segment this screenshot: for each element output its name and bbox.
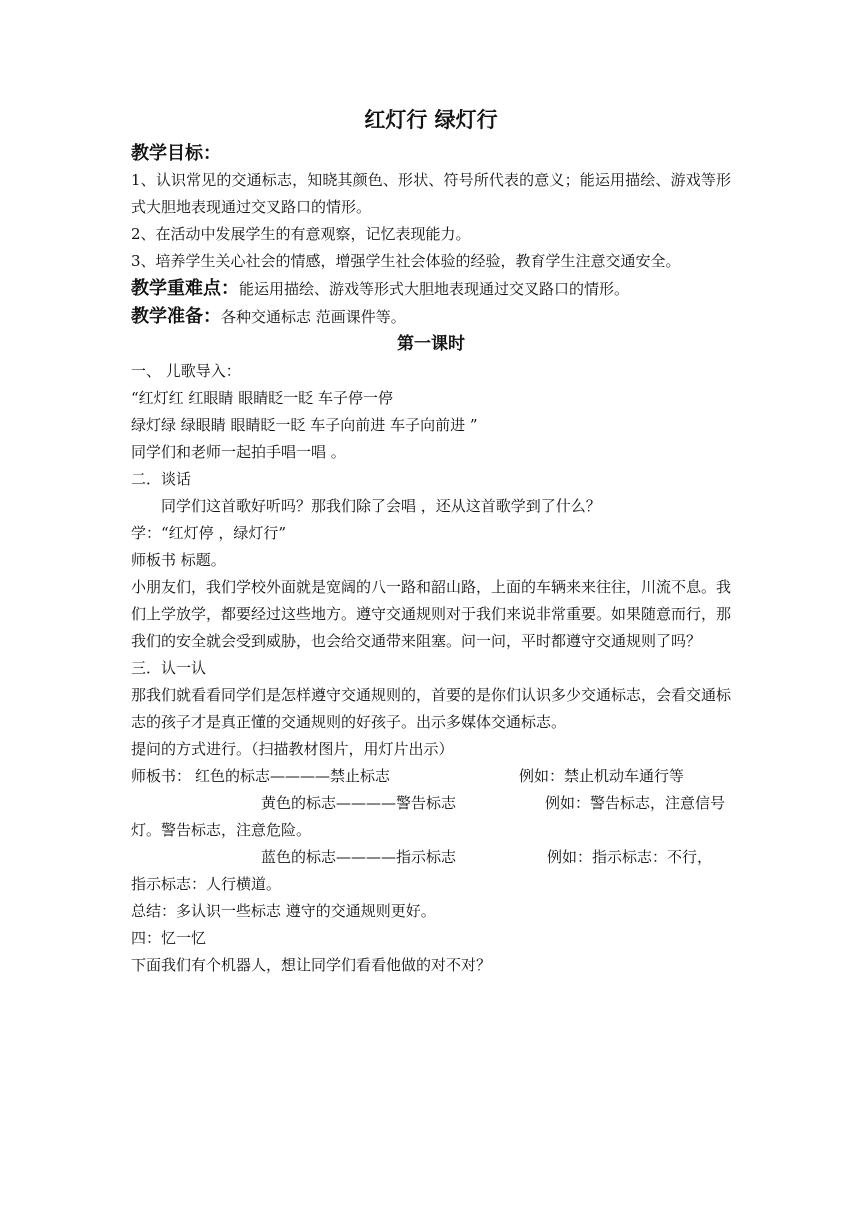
talk-paragraph: 小朋友们，我们学校外面就是宽阔的八一路和韶山路，上面的车辆来来往往，川流不息。我们上学放学，都要经过这些地方。遵守交通规则对于我们来说非常重要。如果随意而行，那我们的安全就会受到威胁，也会给交通带来阻塞。问一问，平时都遵守交通规则了吗？ [131,578,732,650]
goal-item: 1、认识常见的交通标志，知晓其颜色、形状、符号所代表的意义；能运用描绘、游戏等形式大胆地表现通过交叉路口的情形。 [131,171,731,216]
song-line: “红灯红 红眼睛 眼睛眨一眨 车子停一停 [131,389,393,407]
teacher-question: 同学们这首歌好听吗？那我们除了会唱 ，还从这首歌学到了什么？ [161,497,601,515]
yellow-example: 例如：警告标志，注意信号 [545,794,726,812]
prep-line [131,303,731,331]
difficulty-line [131,275,731,303]
goal-item: 2、在活动中发展学生的有意观察，记忆表现能力。 [131,225,471,243]
sign-row-red [131,763,731,790]
section-4-heading: 四：忆一忆 [131,929,207,947]
yellow-sign: 黄色的标志————警告标志 [261,794,457,812]
document-body [131,100,731,979]
difficulty-text: 能运用描绘、游戏等形式大胆地表现通过交叉路口的情形。 [239,280,630,298]
blue-example: 例如：指示标志：不行， [547,848,713,866]
section-4-text: 下面我们有个机器人，想让同学们看看他做的对不对？ [131,956,492,974]
recognize-paragraph: 那我们就看看同学们是怎样遵守交通规则的，首要的是你们认识多少交通标志，会看交通标志的孩子才是真正懂的交通规则的好孩子。出示多媒体交通标志。 [131,686,732,731]
method-note: 提问的方式进行。（扫描教材图片，用灯片出示） [131,740,454,758]
red-sign: 红色的标志————禁止标志 [195,767,391,785]
prep-text: 各种交通标志 范画课件等。 [221,308,406,326]
board-note: 师板书 标题。 [131,551,226,569]
board-prefix: 师板书： [131,767,192,785]
sign-row-blue [131,844,731,871]
song-line: 绿灯绿 绿眼睛 眼睛眨一眨 车子向前进 车子向前进 ” [131,416,478,434]
student-answer: 学：“红灯停 ，绿灯行” [131,524,287,542]
lesson-heading: 第一课时 [397,334,465,354]
section-2-heading: 二．谈话 [131,470,192,488]
goals-heading: 教学目标： [131,143,221,164]
red-example: 例如：禁止机动车通行等 [519,767,685,785]
yellow-example-cont: 灯。警告标志，注意危险。 [131,821,312,839]
blue-sign: 蓝色的标志————指示标志 [261,848,457,866]
prep-label: 教学准备： [131,306,221,327]
song-line: 同学们和老师一起拍手唱一唱 。 [131,443,346,461]
difficulty-label: 教学重难点： [131,278,239,299]
section-3-heading: 三．认一认 [131,659,207,677]
sign-row-yellow [131,790,731,817]
goal-item: 3、培养学生关心社会的情感，增强学生社会体验的经验，教育学生注意交通安全。 [131,252,681,270]
section-1-heading: 一、 儿歌导入： [131,362,241,380]
summary-line: 总结：多认识一些标志 遵守的交通规则更好。 [131,902,436,920]
document-title: 红灯行 绿灯行 [364,107,498,132]
blue-example-cont: 指示标志：人行横道。 [131,875,282,893]
